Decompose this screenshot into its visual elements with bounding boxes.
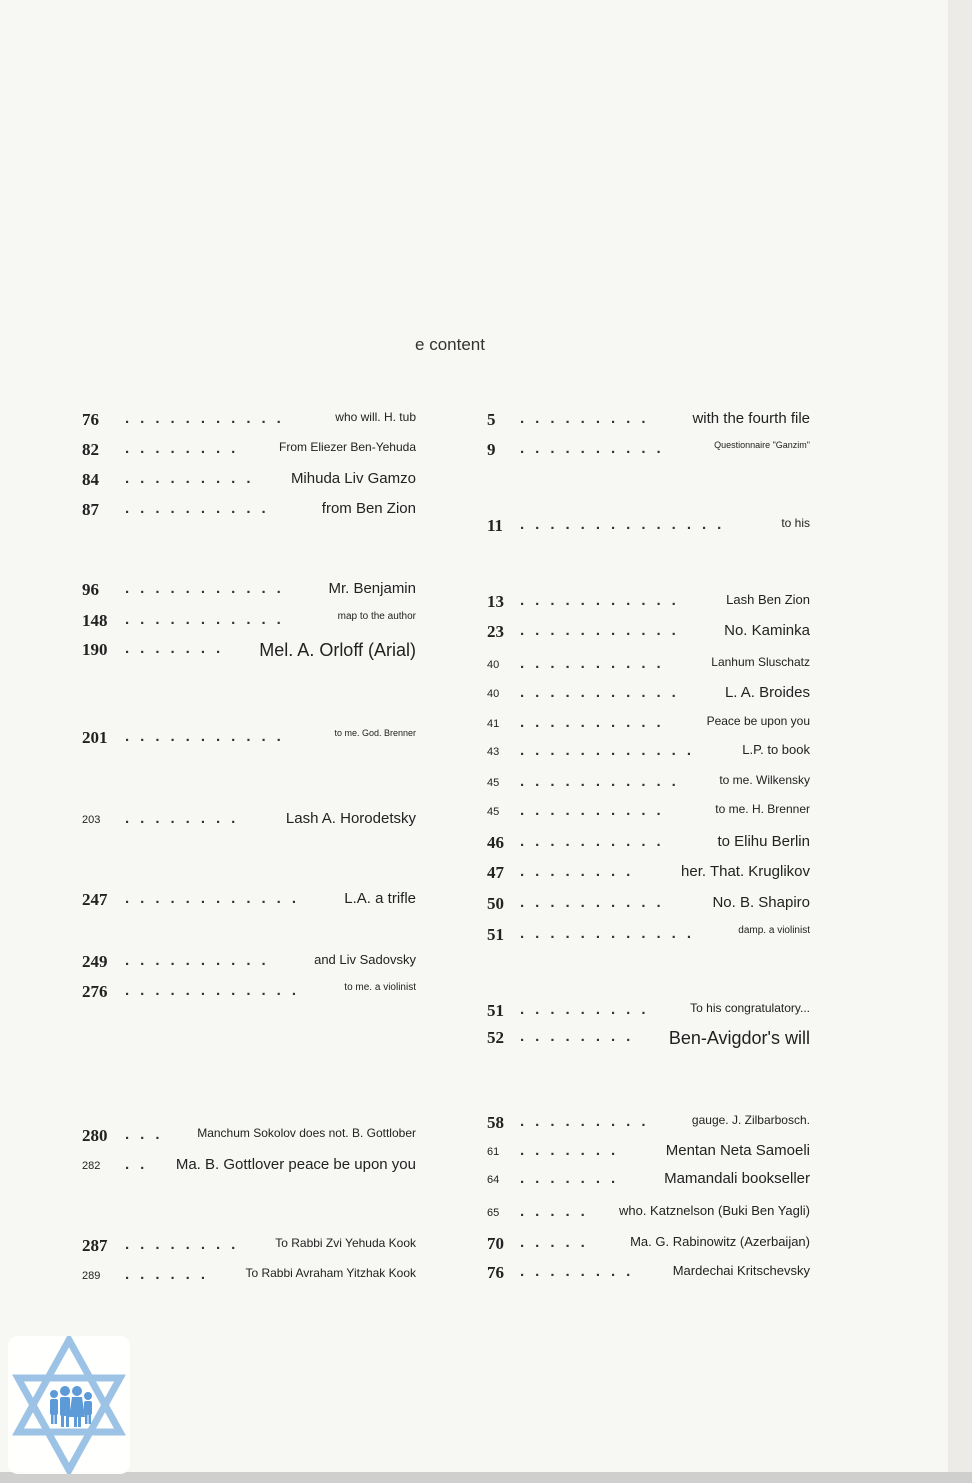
toc-page-number: 190 — [82, 640, 108, 659]
toc-entry-title: Lash A. Horodetsky — [285, 810, 416, 827]
toc-entry-title: To Rabbi Avraham Yitzhak Kook — [245, 1266, 416, 1280]
toc-page-number: 51 — [487, 925, 504, 944]
toc-entry-title: Manchum Sokolov does not. B. Gottlober — [197, 1126, 416, 1140]
toc-page-number: 70 — [487, 1234, 504, 1253]
toc-page-number: 64 — [487, 1174, 500, 1186]
leader-dots: ........ — [520, 1263, 642, 1280]
toc-page-number: 23 — [487, 622, 504, 641]
toc-entry[interactable] — [487, 410, 810, 436]
toc-entry[interactable] — [487, 516, 810, 542]
toc-entry-title: map to the author — [337, 611, 416, 622]
toc-entry[interactable] — [487, 1234, 810, 1260]
toc-page-number: 247 — [82, 890, 108, 909]
toc-entry-title: Mel. A. Orloff (Arial) — [259, 640, 416, 660]
scan-bottom-edge — [0, 1472, 972, 1483]
toc-entry[interactable] — [487, 742, 810, 768]
leader-dots: ........... — [520, 622, 687, 639]
toc-entry[interactable] — [487, 592, 810, 618]
toc-entry[interactable] — [82, 580, 416, 606]
toc-page-number: 51 — [487, 1001, 504, 1020]
toc-entry[interactable] — [82, 810, 416, 836]
toc-page-number: 61 — [487, 1146, 500, 1158]
leader-dots: ........... — [520, 592, 687, 609]
toc-entry[interactable] — [487, 833, 810, 859]
toc-entry[interactable] — [487, 894, 810, 920]
toc-entry[interactable] — [487, 802, 810, 828]
toc-entry-title: L.P. to book — [742, 742, 810, 757]
leader-dots: ........ — [520, 863, 642, 880]
toc-entry-title: L.A. a trifle — [344, 890, 416, 907]
toc-entry-title: From Eliezer Ben-Yehuda — [279, 440, 416, 454]
toc-entry-title: Mardechai Kritschevsky — [672, 1263, 810, 1278]
leader-dots: ............ — [520, 742, 703, 759]
leader-dots: ............ — [520, 925, 703, 942]
toc-page-number: 76 — [487, 1263, 504, 1282]
leader-dots: .......... — [520, 655, 672, 672]
toc-page-number: 82 — [82, 440, 99, 459]
toc-entry-title: L. A. Broides — [724, 684, 810, 701]
toc-page-number: 282 — [82, 1160, 101, 1172]
toc-entry[interactable] — [82, 1126, 416, 1152]
toc-entry-title: Lanhum Sluschatz — [711, 655, 810, 669]
toc-page-number: 58 — [487, 1113, 504, 1132]
toc-entry-title: Peace be upon you — [706, 714, 810, 728]
toc-page-number: 249 — [82, 952, 108, 971]
toc-entry[interactable] — [82, 640, 416, 666]
toc-entry[interactable] — [487, 1263, 810, 1289]
toc-entry-title: Mr. Benjamin — [328, 580, 416, 597]
toc-entry-title: to me. Wilkensky — [719, 773, 810, 787]
toc-entry[interactable] — [487, 655, 810, 681]
toc-page-number: 201 — [82, 728, 108, 747]
toc-entry[interactable] — [82, 982, 416, 1008]
leader-dots: .......... — [125, 500, 277, 517]
toc-entry[interactable] — [82, 890, 416, 916]
toc-entry-title: No. B. Shapiro — [712, 894, 810, 911]
toc-entry-title: who will. H. tub — [335, 410, 416, 424]
toc-entry-title: Lash Ben Zion — [726, 592, 810, 607]
toc-page-number: 45 — [487, 777, 500, 789]
toc-entry[interactable] — [82, 410, 416, 436]
page-title: e content — [415, 335, 485, 354]
toc-entry[interactable] — [82, 611, 416, 637]
leader-dots: .......... — [520, 714, 672, 731]
toc-entry-title: gauge. J. Zilbarbosch. — [691, 1113, 810, 1127]
leader-dots: ........... — [125, 580, 292, 597]
toc-page-number: 11 — [487, 516, 504, 535]
toc-entry[interactable] — [487, 773, 810, 799]
leader-dots: ....... — [520, 1142, 627, 1159]
leader-dots: ........... — [125, 728, 292, 745]
leader-dots: ........... — [125, 410, 292, 427]
toc-page-number: 46 — [487, 833, 504, 852]
leader-dots: ............ — [125, 982, 308, 999]
leader-dots: .......... — [520, 440, 672, 457]
toc-entry-title: with the fourth file — [692, 410, 810, 427]
leader-dots: .......... — [520, 802, 672, 819]
toc-entry[interactable] — [487, 1028, 810, 1054]
toc-page-number: 76 — [82, 410, 99, 429]
toc-entry-title: Ben-Avigdor's will — [668, 1028, 810, 1048]
toc-entry-title: to me. God. Brenner — [334, 728, 416, 738]
toc-entry[interactable] — [487, 1170, 810, 1196]
toc-entry[interactable] — [82, 500, 416, 526]
toc-page-number: 203 — [82, 814, 101, 826]
leader-dots: ...... — [125, 1266, 217, 1283]
toc-page-number: 13 — [487, 592, 504, 611]
leader-dots: ......... — [520, 1001, 657, 1018]
toc-entry[interactable] — [487, 863, 810, 889]
toc-entry[interactable] — [487, 1142, 810, 1168]
toc-entry-title: damp. a violinist — [738, 925, 810, 936]
toc-entry-title: to me. a violinist — [344, 982, 416, 993]
toc-entry[interactable] — [82, 1156, 416, 1182]
toc-entry-title: No. Kaminka — [724, 622, 810, 639]
toc-entry-title: Mamandali bookseller — [664, 1170, 810, 1187]
toc-entry-title: To Rabbi Zvi Yehuda Kook — [275, 1236, 416, 1250]
toc-page-number: 65 — [487, 1207, 500, 1219]
star-of-david-family-icon — [8, 1336, 130, 1474]
toc-entry-title: and Liv Sadovsky — [314, 952, 416, 967]
leader-dots: ........... — [520, 684, 687, 701]
leader-dots: ......... — [520, 410, 657, 427]
leader-dots: .......... — [125, 952, 277, 969]
toc-page-number: 289 — [82, 1270, 101, 1282]
toc-entry[interactable] — [487, 1203, 810, 1229]
leader-dots: ............ — [125, 890, 308, 907]
leader-dots: ........ — [125, 1236, 247, 1253]
toc-entry-title: Questionnaire "Ganzim" — [714, 440, 810, 450]
toc-entry-title: to his — [781, 516, 810, 530]
leader-dots: ....... — [125, 640, 232, 657]
toc-entry-title: Ma. B. Gottlover peace be upon you — [175, 1156, 416, 1173]
toc-entry[interactable] — [82, 1266, 416, 1292]
toc-page-number: 276 — [82, 982, 108, 1001]
toc-entry-title: her. That. Kruglikov — [681, 863, 810, 880]
leader-dots: .......... — [520, 833, 672, 850]
leader-dots: ..... — [520, 1203, 596, 1220]
leader-dots: ........... — [125, 611, 292, 628]
toc-page-number: 96 — [82, 580, 99, 599]
toc-entry[interactable] — [487, 684, 810, 710]
toc-page-number: 50 — [487, 894, 504, 913]
leader-dots: ....... — [520, 1170, 627, 1187]
toc-entry-title: To his congratulatory... — [690, 1001, 810, 1015]
toc-entry[interactable] — [487, 1113, 810, 1139]
leader-dots: ........... — [520, 773, 687, 790]
leader-dots: ......... — [125, 470, 262, 487]
toc-entry[interactable] — [487, 714, 810, 740]
toc-entry[interactable] — [82, 470, 416, 496]
page-edge — [948, 0, 972, 1483]
leader-dots: ......... — [520, 1113, 657, 1130]
leader-dots: ........ — [125, 440, 247, 457]
toc-entry[interactable] — [487, 925, 810, 951]
toc-page-number: 40 — [487, 659, 500, 671]
toc-page-number: 148 — [82, 611, 108, 630]
toc-page-number: 5 — [487, 410, 496, 429]
toc-entry-title: Ma. G. Rabinowitz (Azerbaijan) — [630, 1234, 810, 1249]
toc-page-number: 45 — [487, 806, 500, 818]
toc-entry-title: who. Katznelson (Buki Ben Yagli) — [618, 1203, 810, 1218]
toc-entry-title: Mentan Neta Samoeli — [665, 1142, 810, 1159]
toc-page-number: 287 — [82, 1236, 108, 1255]
toc-page-number: 87 — [82, 500, 99, 519]
toc-entry-title: to Elihu Berlin — [717, 833, 810, 850]
toc-entry[interactable] — [82, 1236, 416, 1262]
leader-dots: ..... — [520, 1234, 596, 1251]
toc-page-number: 47 — [487, 863, 504, 882]
toc-entry[interactable] — [487, 440, 810, 466]
toc-page-number: 280 — [82, 1126, 108, 1145]
toc-page-number: 52 — [487, 1028, 504, 1047]
toc-page-number: 43 — [487, 746, 500, 758]
leader-dots: ........ — [125, 810, 247, 827]
leader-dots: ... — [125, 1126, 171, 1143]
toc-page-number: 41 — [487, 718, 500, 730]
toc-entry[interactable] — [487, 1001, 810, 1027]
toc-page-number: 84 — [82, 470, 99, 489]
toc-entry-title: from Ben Zion — [321, 500, 416, 517]
leader-dots: ........ — [520, 1028, 642, 1045]
toc-page-number: 9 — [487, 440, 496, 459]
leader-dots: .............. — [520, 516, 733, 533]
toc-entry[interactable] — [82, 952, 416, 978]
toc-entry-title: Mihuda Liv Gamzo — [290, 470, 416, 487]
toc-entry[interactable] — [82, 440, 416, 466]
toc-entry[interactable] — [82, 728, 416, 754]
toc-entry[interactable] — [487, 622, 810, 648]
toc-page-number: 40 — [487, 688, 500, 700]
toc-entry-title: to me. H. Brenner — [715, 802, 810, 816]
leader-dots: .. — [125, 1156, 156, 1173]
leader-dots: .......... — [520, 894, 672, 911]
